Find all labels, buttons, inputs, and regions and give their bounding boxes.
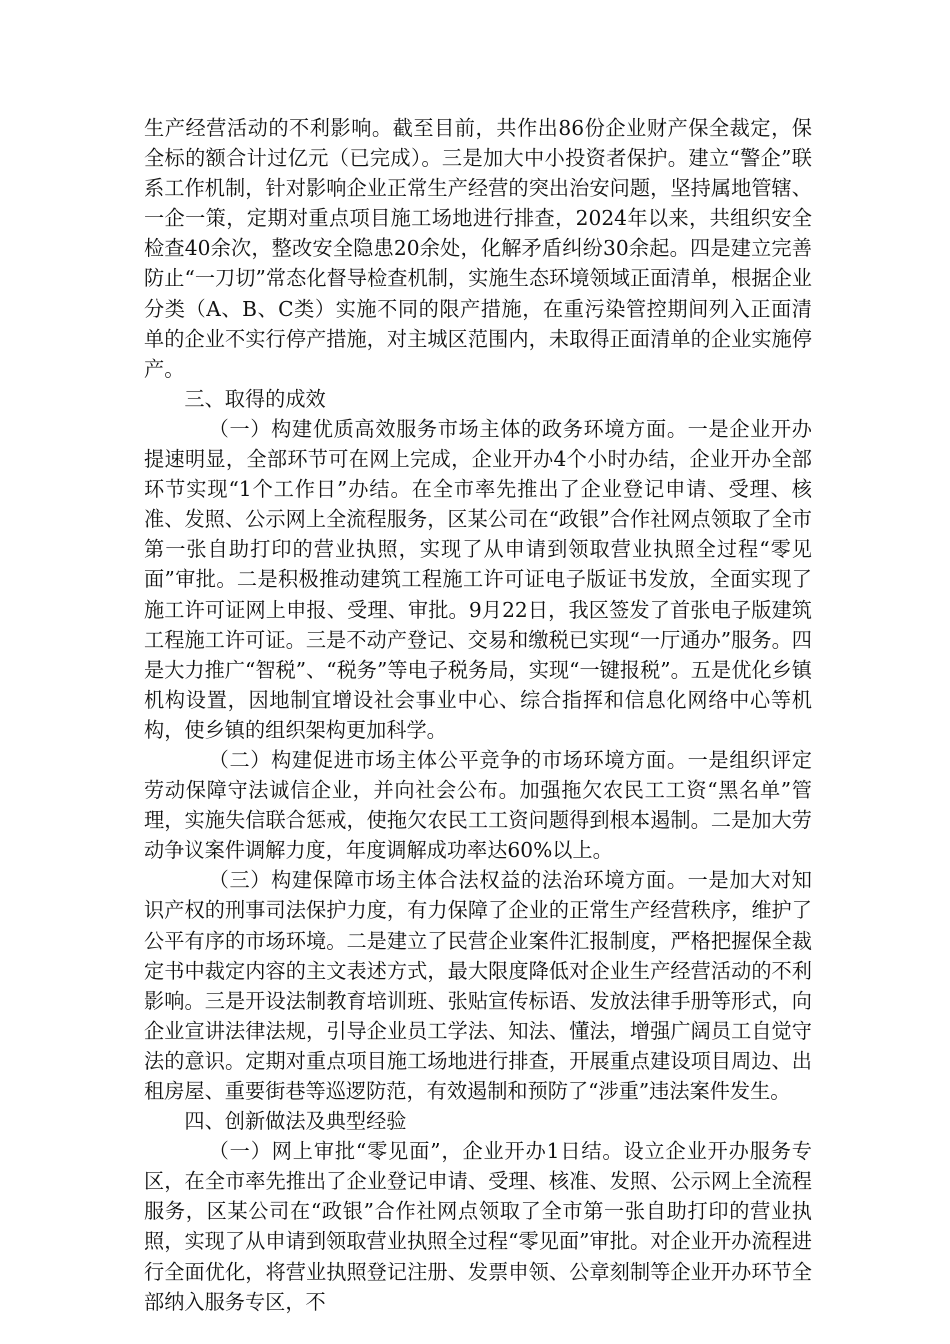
paragraph-online-approval: （一）网上审批“零见面”，企业开办1日结。设立企业开办服务专区，在全市率先推出了企业登记申请、受理、核准、发照、公示网上全流程服务，区某公司在“政银”合作社网点领取了全市第一张自助打印的营业执照，实现了从申请到领取营业执照全过程“零见面”审批。对企业开办流程进行全面优化，将营业执照登记注册、发票申领、公章刻制等企业开办环节全部纳入服务专区，不 [144, 1139, 812, 1314]
section-heading-4: 四、创新做法及典型经验 [184, 1109, 407, 1134]
section-heading-3: 三、取得的成效 [184, 386, 326, 411]
paragraph-continued: 生产经营活动的不利影响。截至目前，共作出86份企业财产保全裁定，保全标的额合计过亿元（已完成）。三是加大中小投资者保护。建立“警企”联系工作机制，针对影响企业正常生产经营的突出治安问题，坚持属地管辖、一企一策，定期对重点项目施工场地进行排查，2024年以来，共组织安全检查40余次，整改安全隐患20余处，化解矛盾纠纷30余起。四是建立完善防止“一刀切”常态化督导检查机制，实施生态环境领域正面清单，根据企业分类（A、B、C类）实施不同的限产措施，在重污染管控期间列入正面清单的企业不实行停产措施，对主城区范围内，未取得正面清单的企业实施停产。 [144, 116, 812, 381]
document-body [144, 113, 812, 1317]
paragraph-market-environment: （二）构建促进市场主体公平竞争的市场环境方面。一是组织评定劳动保障守法诚信企业，并向社会公布。加强拖欠农民工工资“黑名单”管理，实施失信联合惩戒，使拖欠农民工工资问题得到根本遏制。二是加大劳动争议案件调解力度，年度调解成功率达60%以上。 [144, 747, 812, 863]
paragraph-legal-environment: （三）构建保障市场主体合法权益的法治环境方面。一是加大对知识产权的刑事司法保护力度，有力保障了企业的正常生产经营秩序，维护了公平有序的市场环境。二是建立了民营企业案件汇报制度，严格把握保全裁定书中裁定内容的主文表述方式，最大限度降低对企业生产经营活动的不利影响。三是开设法制教育培训班、张贴宣传标语、发放法律手册等形式，向企业宣讲法律法规，引导企业员工学法、知法、懂法，增强广阔员工自觉守法的意识。定期对重点项目施工场地进行排查，开展重点建设项目周边、出租房屋、重要街巷等巡逻防范，有效遏制和预防了“涉重”违法案件发生。 [144, 868, 812, 1103]
paragraph-government-environment: （一）构建优质高效服务市场主体的政务环境方面。一是企业开办提速明显，全部环节可在网上完成，企业开办4个小时办结，企业开办全部环节实现“1个工作日”办结。在全市率先推出了企业登记申请、受理、核准、发照、公示网上全流程服务，区某公司在“政银”合作社网点领取了全市第一张自助打印的营业执照，实现了从申请到领取营业执照全过程“零见面”审批。二是积极推动建筑工程施工许可证电子版证书发放，全面实现了施工许可证网上申报、受理、审批。9月22日，我区签发了首张电子版建筑工程施工许可证。三是不动产登记、交易和缴税已实现“一厅通办”服务。四是大力推广“智税”、“税务”等电子税务局，实现“一键报税”。五是优化乡镇机构设置，因地制宜增设社会事业中心、综合指挥和信息化网络中心等机构，使乡镇的组织架构更加科学。 [144, 416, 812, 742]
